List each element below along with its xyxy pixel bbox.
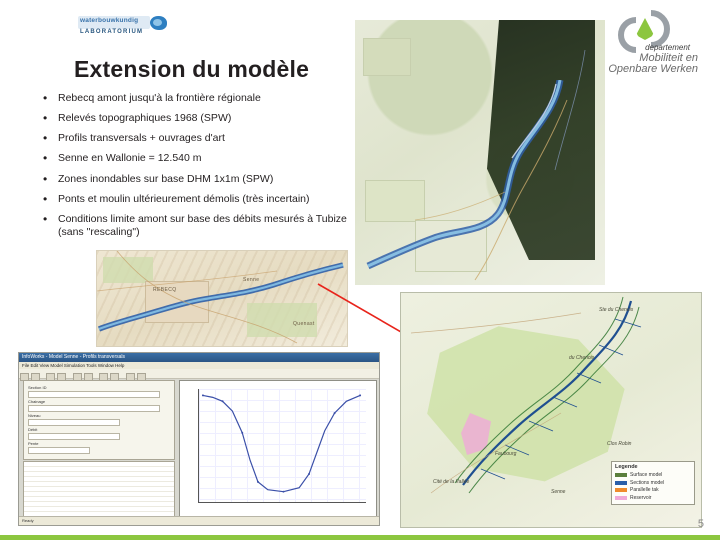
form-label: Pente <box>28 441 39 446</box>
form-label: Niveau <box>28 413 41 418</box>
form-label: Débit <box>28 427 38 432</box>
footer-accent-bar <box>0 535 720 540</box>
aerial-roads <box>355 20 605 285</box>
aerial-river-map <box>355 20 605 285</box>
legend-swatch <box>615 481 627 485</box>
legend-item <box>615 487 691 493</box>
topo-label: Quenast <box>293 321 315 327</box>
logo-sub: LABORATORIUM <box>80 29 144 35</box>
logo-word: waterbouwkundig <box>80 17 139 24</box>
page-number: 5 <box>697 518 704 530</box>
list-item: • Senne en Wallonie = 12.540 m <box>40 152 370 165</box>
app-statusbar: Ready <box>19 516 379 525</box>
logo-droplet-icon <box>150 16 167 30</box>
list-item: • Conditions limite amont sur base des débits mesurés à Tubize (sans "rescaling") <box>40 213 370 239</box>
logo-line-1: Mobiliteit en <box>639 52 698 64</box>
inset-label: Ste du Chenois <box>599 307 634 313</box>
inset-label: Faubourg <box>495 451 517 457</box>
legend-title: Legende <box>615 464 638 470</box>
app-toolbar[interactable] <box>19 369 379 379</box>
app-window-title: InfoWorks - Model Senne - Profils transversals <box>22 354 126 360</box>
legend-label: Sections model <box>630 479 665 486</box>
topo-label: Senne <box>243 277 260 283</box>
inset-label: Clos Robin <box>607 441 632 447</box>
form-label: Chainage <box>28 399 46 404</box>
inset-label: Senne <box>551 489 566 495</box>
plot-series <box>199 389 366 502</box>
inset-label: du Chenois <box>569 355 595 361</box>
cross-section-plot <box>179 380 377 522</box>
form-label: Section ID <box>28 385 47 390</box>
logo-departement-label: departement <box>645 43 690 52</box>
hydraulic-model-software-screenshot <box>18 352 380 526</box>
bullet-list <box>40 92 370 246</box>
legend-item <box>615 495 691 501</box>
departement-mobiliteit-logo <box>600 10 706 75</box>
waterbouwkundig-laboratorium-logo <box>78 16 168 42</box>
legend-swatch <box>615 473 627 477</box>
legend-label: Surface model <box>630 472 663 478</box>
inset-label: Cité de la Vallée <box>433 479 470 485</box>
legend-swatch <box>615 496 627 500</box>
inundation-zone-inset-map <box>400 292 702 528</box>
app-titlebar <box>19 353 379 362</box>
form-input[interactable] <box>28 391 160 398</box>
list-item: • Relevés topographiques 1968 (SPW) <box>40 112 370 125</box>
list-item: • Rebecq amont jusqu'à la frontière régionale <box>40 92 370 105</box>
logo-line-2: Openbare Werken <box>608 63 698 75</box>
form-input[interactable] <box>28 405 160 412</box>
app-parameter-form[interactable] <box>23 380 175 460</box>
legend-item <box>615 480 691 486</box>
app-data-grid[interactable] <box>23 461 175 523</box>
legend-label: Reservoir <box>630 494 652 501</box>
page-title: Extension du modèle <box>74 56 310 82</box>
form-input[interactable] <box>28 447 90 454</box>
legend-swatch <box>615 488 627 492</box>
plot-area <box>198 389 366 503</box>
list-item: • Zones inondables sur base DHM 1x1m (SPW) <box>40 173 370 186</box>
list-item: • Profils transversals + ouvrages d'art <box>40 132 370 145</box>
app-menubar[interactable]: File Edit View Model Simulation Tools Window Help <box>19 362 379 370</box>
form-input[interactable] <box>28 419 120 426</box>
list-item: • Ponts et moulin ultérieurement démolis (très incertain) <box>40 193 370 206</box>
form-input[interactable] <box>28 433 120 440</box>
topo-label: REBECQ <box>153 287 177 293</box>
logo-leaf-icon <box>618 10 672 44</box>
legend-item <box>615 472 691 478</box>
map-legend <box>611 461 695 505</box>
legend-label: Parallelle tak <box>630 487 659 493</box>
